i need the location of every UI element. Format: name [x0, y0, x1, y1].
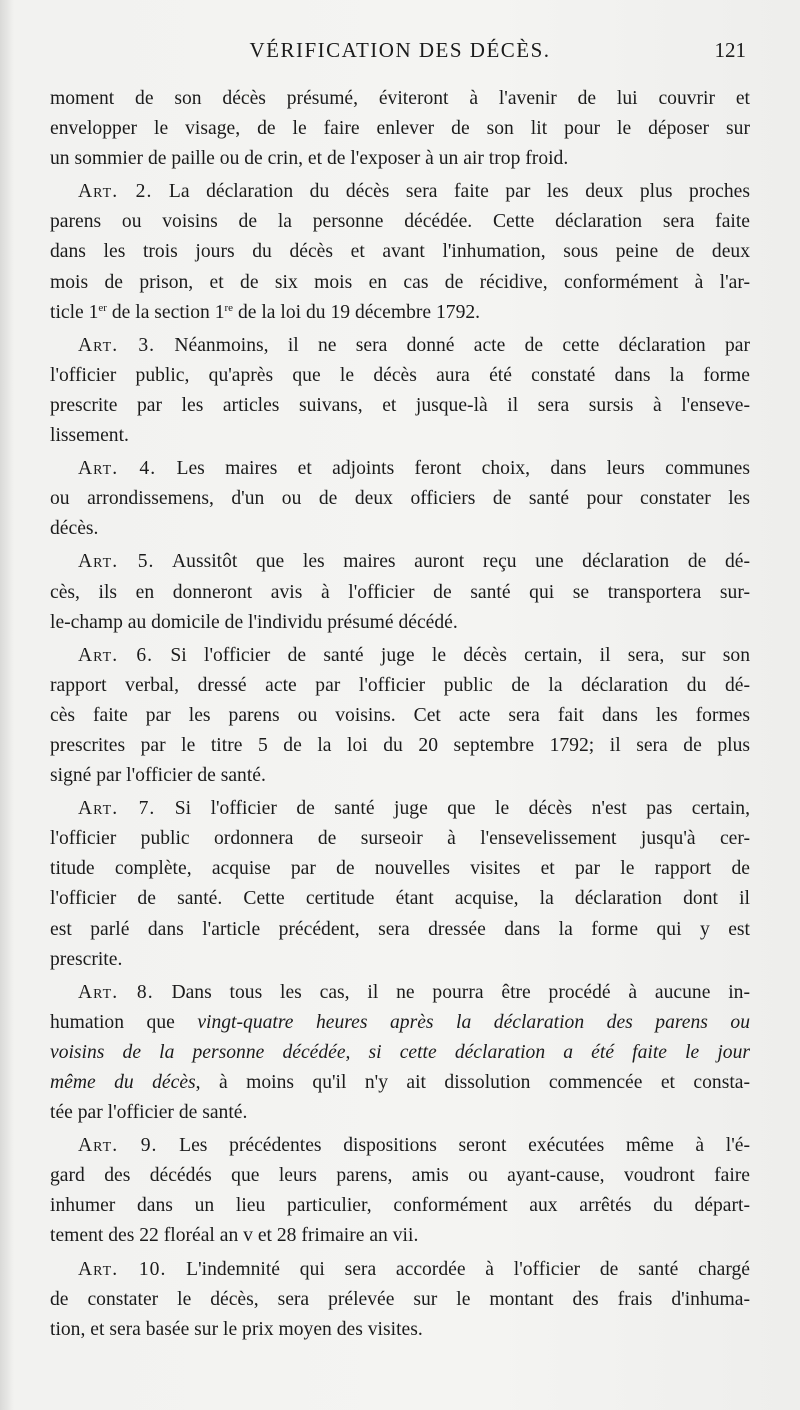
article-label: Art. 3. [78, 334, 156, 356]
continuation-paragraph [50, 84, 750, 174]
italic-text: voisins de la personne décédée, si cette déclaration a été faite le jour [50, 1041, 750, 1063]
article-paragraph [50, 454, 750, 544]
article-label: Art. 10. [78, 1258, 167, 1280]
text-line: ticle 1er de la section 1re de la loi du 19 décembre 1792. [50, 301, 481, 323]
article-paragraph [50, 978, 750, 1128]
text-line: le-champ au domicile de l'individu présumé décédé. [50, 611, 458, 633]
page-header [52, 38, 748, 74]
article-label: Art. 7. [78, 798, 156, 820]
italic-text: même du décès [50, 1072, 196, 1093]
article-label: Art. 9. [78, 1135, 158, 1157]
text-line: l'officier de santé. Cette certitude étant acquise, la déclaration dont il [50, 888, 750, 910]
article-paragraph [50, 1131, 750, 1251]
text-line: ou arrondissemens, d'un ou de deux officiers de santé pour constater les [50, 488, 750, 510]
text-line: Art. 8. Dans tous les cas, il ne pourra être procédé à aucune in- [78, 981, 750, 1003]
text-line: gard des décédés que leurs parens, amis ou ayant-cause, voudront faire [50, 1165, 750, 1187]
article-label: Art. 5. [78, 551, 155, 573]
article-paragraph [50, 794, 750, 975]
text-line: tée par l'officier de santé. [50, 1102, 248, 1124]
text-line: Art. 2. La déclaration du décès sera faite par les deux plus proches [78, 181, 750, 203]
page-number: 121 [714, 38, 746, 62]
text-line: titude complète, acquise par de nouvelles visites et par le rapport de [50, 858, 750, 880]
text-line: cès faite par les parens ou voisins. Cet acte sera fait dans les formes [50, 704, 750, 726]
ordinal-superscript: er [98, 301, 107, 314]
text-line: cès, ils en donneront avis à l'officier de santé qui se transportera sur- [50, 581, 750, 603]
text-line: humation que vingt-quatre heures après la déclaration des parens ou [50, 1011, 750, 1033]
text-line: de constater le décès, sera prélevée sur le montant des frais d'inhuma- [50, 1288, 750, 1310]
text-line [50, 1038, 750, 1068]
article-paragraph [50, 1255, 750, 1345]
text-line: tement des 22 floréal an v et 28 frimaire an vii. [50, 1225, 419, 1247]
text-line: Art. 4. Les maires et adjoints feront choix, dans leurs communes [78, 458, 750, 480]
text-line: inhumer dans un lieu particulier, conformément aux arrêtés du départ- [50, 1195, 750, 1217]
text-line: un sommier de paille ou de crin, et de l'exposer à un air trop froid. [50, 148, 569, 170]
text-line: prescrites par le titre 5 de la loi du 20 septembre 1792; il sera de plus [50, 734, 750, 756]
article-paragraph [50, 547, 750, 637]
italic-text: vingt-quatre heures après la déclaration des parens ou [197, 1011, 750, 1033]
text-line: l'officier public ordonnera de surseoir à l'ensevelissement jusqu'à cer- [50, 828, 750, 850]
article-label: Art. 2. [78, 181, 153, 203]
text-line: parens ou voisins de la personne décédée. Cette déclaration sera faite [50, 211, 750, 233]
text-line: lissement. [50, 425, 129, 447]
text-line: l'officier public, qu'après que le décès aura été constaté dans la forme [50, 364, 750, 386]
ordinal-superscript: re [224, 301, 234, 314]
text-line: Art. 9. Les précédentes dispositions seront exécutées même à l'é- [78, 1135, 750, 1157]
text-line: Art. 3. Néanmoins, il ne sera donné acte de cette déclaration par [78, 334, 750, 356]
text-line: signé par l'officier de santé. [50, 765, 266, 787]
text-line: tion, et sera basée sur le prix moyen des visites. [50, 1318, 423, 1340]
article-label: Art. 6. [78, 644, 154, 666]
running-title: VÉRIFICATION DES DÉCÈS. [249, 38, 551, 62]
text-line: mois de prison, et de six mois en cas de récidive, conformément à l'ar- [50, 271, 750, 293]
text-line: Art. 6. Si l'officier de santé juge le décès certain, il sera, sur son [78, 644, 750, 666]
text-line: dans les trois jours du décès et avant l'inhumation, sous peine de deux [50, 241, 750, 263]
article-label: Art. 8. [78, 981, 154, 1003]
text-line: rapport verbal, dressé acte par l'officier public de la déclaration du dé- [50, 674, 750, 696]
text-line: moment de son décès présumé, éviteront à l'avenir de lui couvrir et [50, 88, 750, 109]
text-line: est parlé dans l'article précédent, sera dressée dans la forme qui y est [50, 918, 750, 940]
text-line: Art. 10. L'indemnité qui sera accordée à l'officier de santé chargé [78, 1258, 750, 1280]
body-text [50, 84, 750, 1348]
text-line: envelopper le visage, de le faire enlever de son lit pour le déposer sur [50, 118, 750, 140]
article-paragraph [50, 177, 750, 327]
text-line: Art. 7. Si l'officier de santé juge que le décès n'est pas certain, [78, 798, 750, 820]
text-line: décès. [50, 518, 99, 540]
text-line: même du décès, à moins qu'il n'y ait dissolution commencée et consta- [50, 1072, 750, 1093]
article-paragraph [50, 331, 750, 451]
article-paragraph [50, 641, 750, 791]
text-line: Art. 5. Aussitôt que les maires auront reçu une déclaration de dé- [78, 551, 750, 573]
article-label: Art. 4. [78, 458, 157, 480]
text-line: prescrite. [50, 948, 123, 970]
text-line: prescrite par les articles suivans, et jusque-là il sera sursis à l'enseve- [50, 394, 750, 416]
